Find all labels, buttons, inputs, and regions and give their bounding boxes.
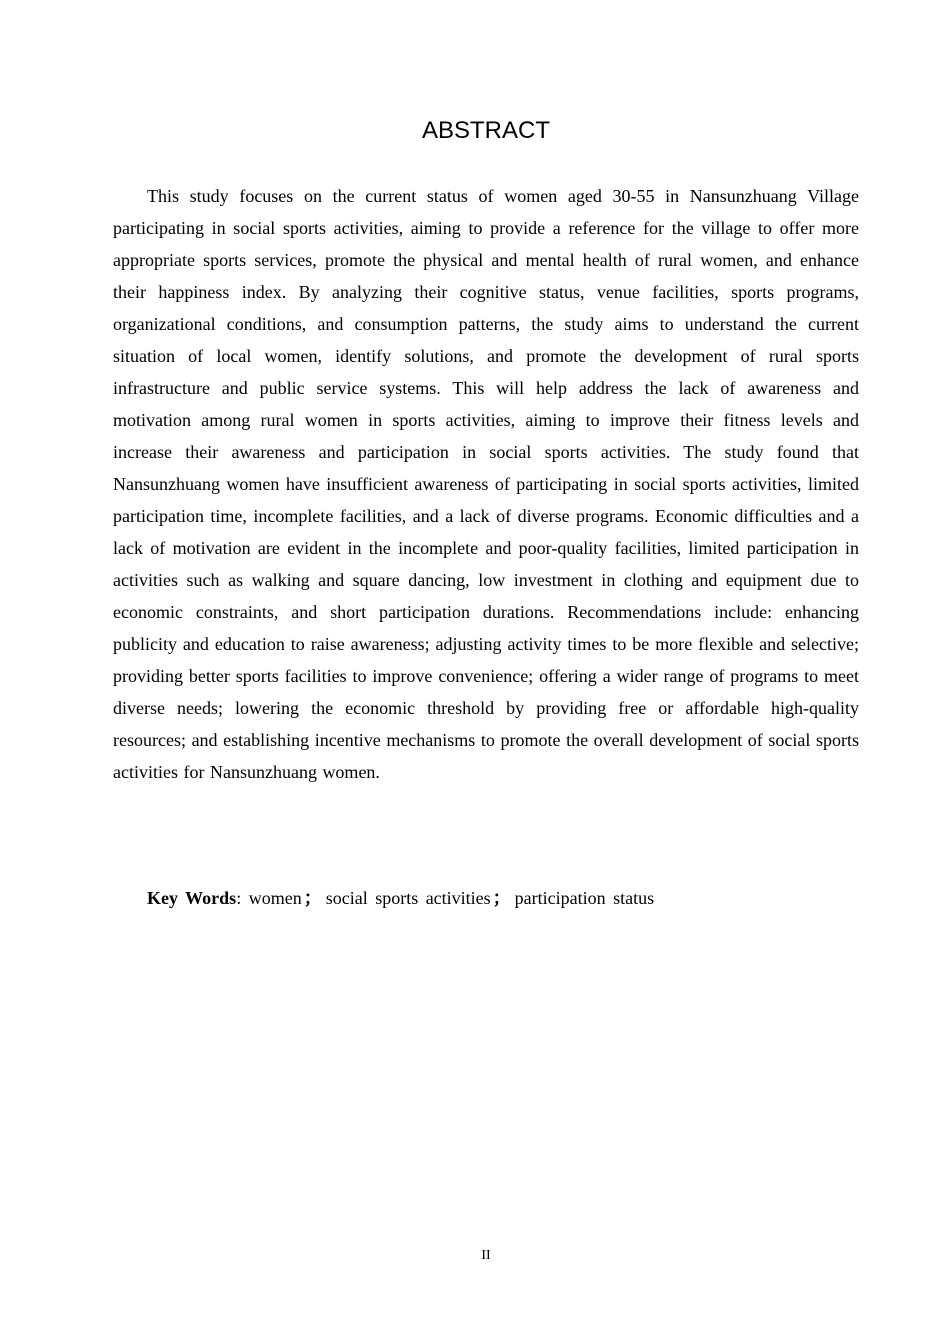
keywords-colon: :: [236, 888, 242, 908]
keyword-item: social sports activities: [325, 888, 491, 908]
keyword-item: participation status: [514, 888, 655, 908]
keyword-separator: ；: [492, 888, 511, 908]
abstract-body: This study focuses on the current status of women aged 30-55 in Nansunzhuang Village participating in social sports activities, aiming to provide a reference for the village to offer more appropriate sports services, promote the physical and mental health of rural women, and enhance their happiness index. By analyzing their cognitive status, venue facilities, sports programs, organizational conditions, and consumption patterns, the study aims to understand the current situation of local women, identify solutions, and promote the development of rural sports infrastructure and public service systems. This will help address the lack of awareness and motivation among rural women in sports activities, aiming to improve their fitness levels and increase their awareness and participation in social sports activities. The study found that Nansunzhuang women have insufficient awareness of participating in social sports activities, limited participation time, incomplete facilities, and a lack of diverse programs. Economic difficulties and a lack of motivation are evident in the incomplete and poor-quality facilities, limited participation in activities such as walking and square dancing, low investment in clothing and equipment due to economic constraints, and short participation durations. Recommendations include: enhancing publicity and education to raise awareness; adjusting activity times to be more flexible and selective; providing better sports facilities to improve convenience; offering a wider range of programs to meet diverse needs; lowering the economic threshold by providing free or affordable high-quality resources; and establishing incentive mechanisms to promote the overall development of social sports activities for Nansunzhuang women.: [113, 186, 859, 782]
abstract-title: ABSTRACT: [421, 117, 550, 144]
keyword-item: women: [248, 888, 302, 908]
keywords-line: [113, 882, 859, 914]
page-number: II: [481, 1248, 491, 1263]
keywords-label: Key Words: [147, 888, 237, 908]
keyword-separator: ；: [303, 888, 322, 908]
